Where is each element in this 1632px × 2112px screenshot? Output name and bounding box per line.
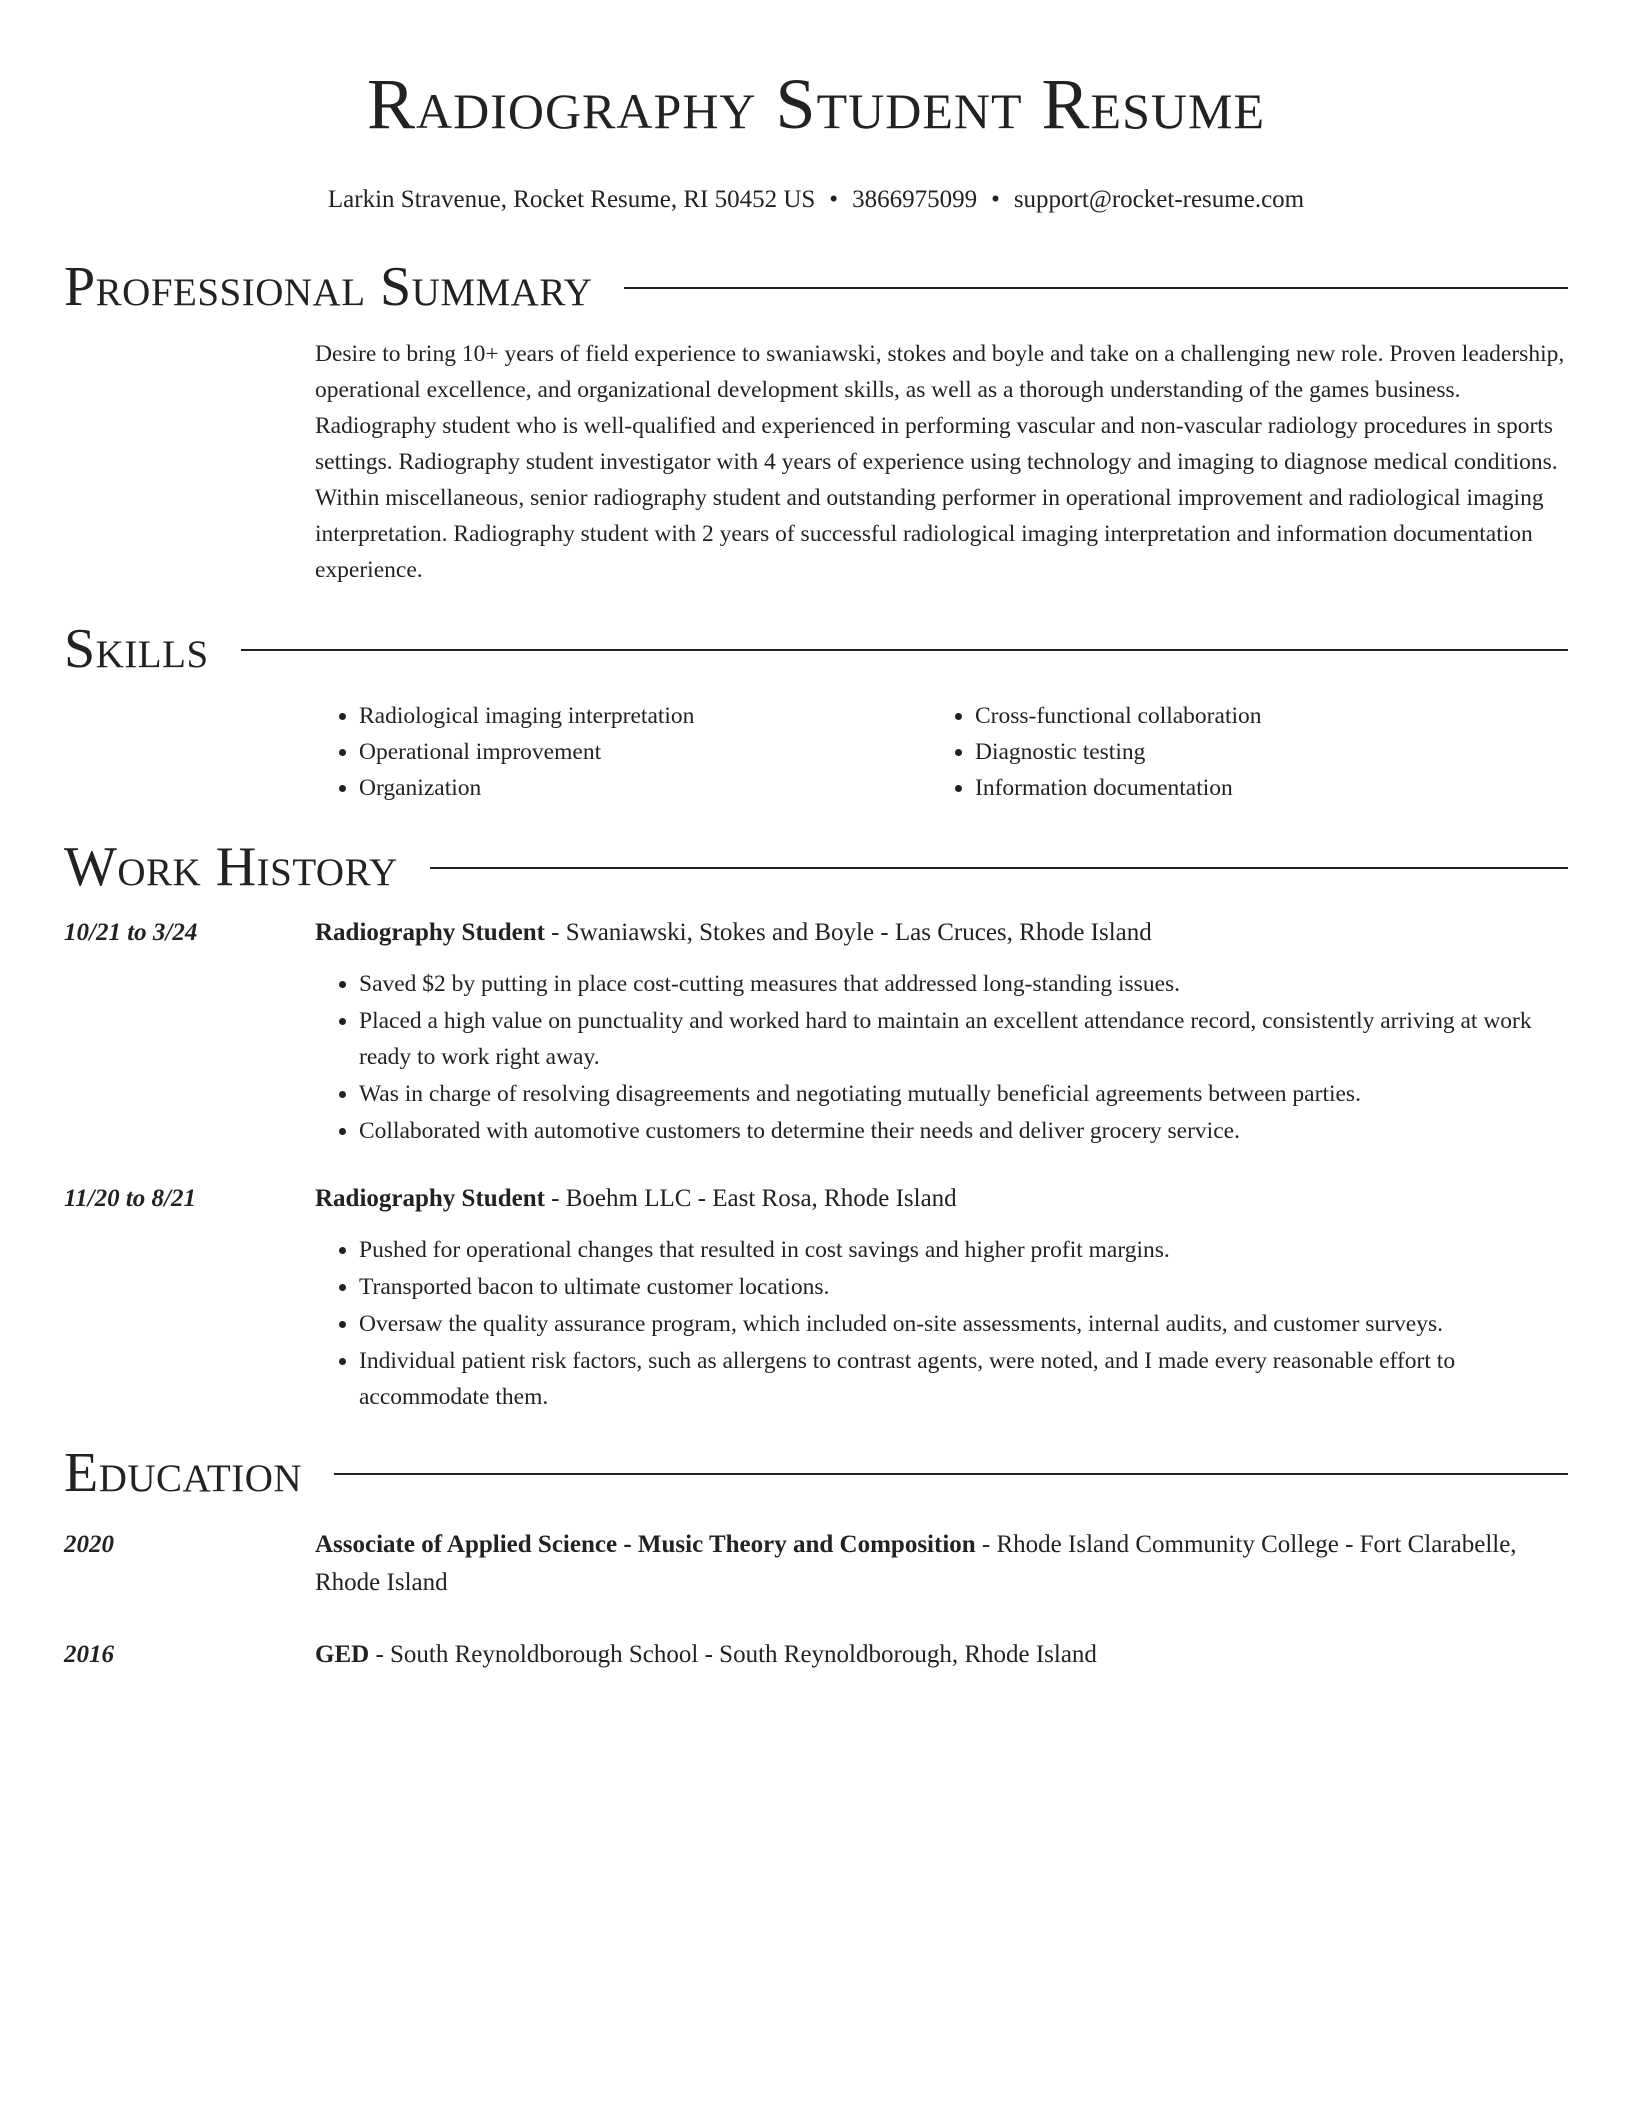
job-title-line	[315, 914, 1568, 952]
job-bullets	[315, 966, 1568, 1149]
job-bullet: • Individual patient risk factors, such as allergens to contrast agents, were noted, and I made every reasonable effort to accommodate them.	[359, 1343, 1568, 1415]
education-content	[315, 1636, 1568, 1674]
education-degree: GED	[315, 1641, 370, 1668]
job-dates: 11/20 to 8/21	[64, 1185, 196, 1212]
skills-column-right	[931, 698, 1547, 806]
skills-heading-row	[64, 614, 1568, 684]
section-divider	[624, 287, 1568, 289]
resume-title: Radiography Student Resume	[366, 64, 1266, 144]
job-role: Radiography Student	[315, 919, 545, 946]
contact-line	[64, 184, 1568, 216]
summary-text: Desire to bring 10+ years of field experience to swaniawski, stokes and boyle and take on a challenging new role. Proven leadership, operational excellence, and organizational development skills, as well as a thorough understanding of the games business. Radiography student who is well-qualified and experienced in performing vascular and non-vascular radiology procedures in sports settings. Radiography student investigator with 4 years of experience using technology and imaging to diagnose medical conditions. Within miscellaneous, senior radiography student and outstanding performer in operational improvement and radiological imaging interpretation. Radiography student with 2 years of successful radiological imaging interpretation and information documentation experience.	[315, 341, 1565, 583]
job-bullet: • Oversaw the quality assurance program, which included on-site assessments, internal audits, and customer surveys.	[359, 1306, 1568, 1342]
education-school: - South Reynoldborough School - South Reynoldborough, Rhode Island	[369, 1641, 1097, 1668]
contact-separator: •	[829, 186, 839, 213]
skill-item: • Radiological imaging interpretation	[359, 698, 931, 734]
job-employer: - Boehm LLC - East Rosa, Rhode Island	[544, 1185, 957, 1212]
education-degree: Associate of Applied Science - Music Theory and Composition	[315, 1531, 976, 1558]
contact-address: Larkin Stravenue, Rocket Resume, RI 50452 US	[327, 186, 816, 213]
section-divider	[241, 649, 1568, 651]
job-bullet: • Transported bacon to ultimate customer locations.	[359, 1269, 1568, 1305]
job-bullets	[315, 1232, 1568, 1415]
job-title-line	[315, 1180, 1568, 1218]
job-bullet: • Placed a high value on punctuality and worked hard to maintain an excellent attendance record, consistently arriving at work ready to work right away.	[359, 1003, 1568, 1075]
work-heading-row	[64, 832, 1568, 902]
work-heading: Work History	[64, 836, 398, 898]
education-heading: Education	[64, 1442, 303, 1504]
contact-phone: 3866975099	[852, 186, 978, 213]
education-heading-row	[64, 1438, 1568, 1508]
contact-email: support@rocket-resume.com	[1013, 186, 1305, 213]
job-bullet: • Was in charge of resolving disagreements and negotiating mutually beneficial agreements between parties.	[359, 1076, 1568, 1112]
skill-item: • Operational improvement	[359, 734, 931, 770]
skill-item: • Information documentation	[975, 770, 1547, 806]
job-dates: 10/21 to 3/24	[64, 919, 198, 946]
summary-section	[64, 252, 1568, 588]
summary-heading: Professional Summary	[64, 256, 593, 318]
resume-page	[64, 0, 1568, 1674]
skills-list	[315, 698, 1568, 806]
skill-item: • Diagnostic testing	[975, 734, 1547, 770]
skill-item: • Cross-functional collaboration	[975, 698, 1547, 734]
education-entry	[64, 1526, 1568, 1602]
work-section	[64, 832, 1568, 1416]
education-school: - Rhode Island Community College - Fort Clarabelle, Rhode Island	[315, 1531, 1517, 1596]
education-entry	[64, 1636, 1568, 1674]
summary-heading-row	[64, 252, 1568, 322]
job-role: Radiography Student	[315, 1185, 545, 1212]
contact-separator: •	[991, 186, 1000, 213]
education-year: 2016	[64, 1641, 114, 1668]
job-employer: - Swaniawski, Stokes and Boyle - Las Cruces, Rhode Island	[544, 919, 1152, 946]
job-content	[315, 914, 1568, 1150]
job-bullet: • Saved $2 by putting in place cost-cutting measures that addressed long-standing issues.	[359, 966, 1568, 1002]
section-divider	[334, 1473, 1568, 1475]
education-year: 2020	[64, 1531, 114, 1558]
skills-heading: Skills	[64, 618, 209, 680]
section-divider	[430, 867, 1568, 869]
job-bullet: • Pushed for operational changes that resulted in cost savings and higher profit margins.	[359, 1232, 1568, 1268]
skill-item: • Organization	[359, 770, 931, 806]
job-content	[315, 1180, 1568, 1416]
education-content	[315, 1526, 1568, 1602]
skills-column-left	[315, 698, 931, 806]
job-entry	[64, 914, 1568, 1150]
job-bullet: • Collaborated with automotive customers to determine their needs and deliver grocery service.	[359, 1113, 1568, 1149]
job-entry	[64, 1180, 1568, 1416]
skills-section	[64, 614, 1568, 806]
education-section	[64, 1438, 1568, 1674]
